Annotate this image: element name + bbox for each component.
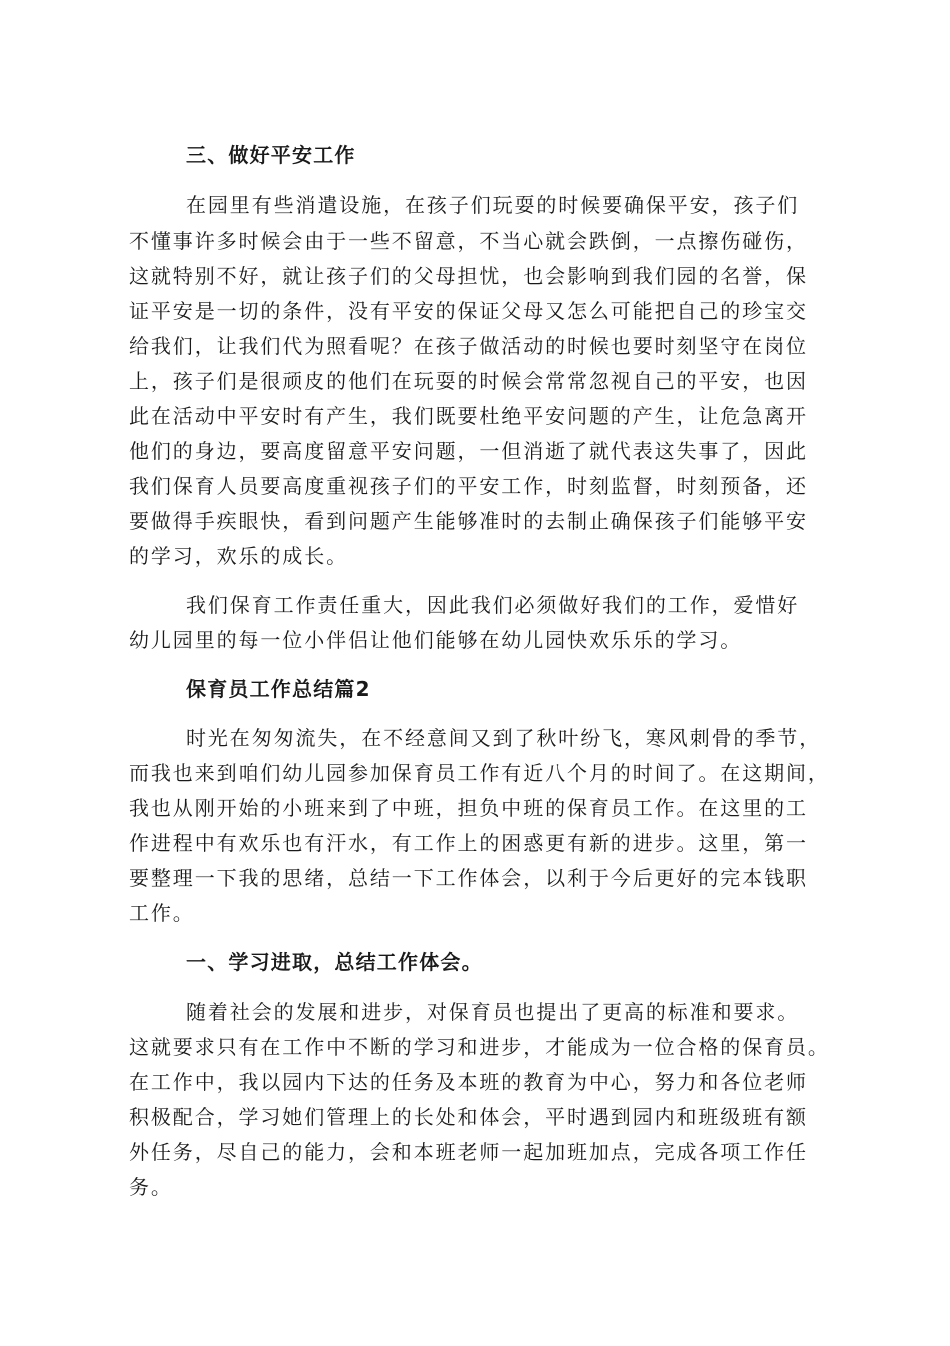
paragraph-line: 在园里有些消遣设施，在孩子们玩耍的时候要确保平安，孩子们	[186, 193, 800, 217]
paragraph-line: 而我也来到咱们幼儿园参加保育员工作有近八个月的时间了。在这期间，	[129, 761, 830, 785]
paragraph-line: 作进程中有欢乐也有汗水，有工作上的困惑更有新的进步。这里，第一	[129, 831, 808, 855]
paragraph-line: 这就特别不好，就让孩子们的父母担忧，也会影响到我们园的名誉，保	[129, 264, 808, 288]
paragraph-line: 要整理一下我的思绪，总结一下工作体会，以利于今后更好的完本钱职	[129, 866, 808, 890]
paragraph-line: 他们的身边，要高度留意平安问题，一但消逝了就代表这失事了，因此	[129, 439, 808, 463]
article-heading-part-2: 保育员工作总结篇2	[186, 677, 371, 701]
paragraph-line: 此在活动中平安时有产生，我们既要杜绝平安问题的产生，让危急离开	[129, 404, 808, 428]
paragraph-line: 上，孩子们是很顽皮的他们在玩耍的时候会常常忽视自己的平安，也因	[129, 369, 808, 393]
section-heading-safety: 三、做好平安工作	[186, 143, 356, 167]
paragraph-line: 不懂事许多时候会由于一些不留意，不当心就会跌倒，一点擦伤碰伤，	[129, 229, 808, 253]
paragraph-line: 我们保育工作责任重大，因此我们必须做好我们的工作，爱惜好	[186, 593, 800, 617]
paragraph-line: 的学习，欢乐的成长。	[129, 544, 348, 568]
paragraph-line: 积极配合，学习她们管理上的长处和体会，平时遇到园内和班级班有额	[129, 1105, 808, 1129]
paragraph-line: 工作。	[129, 901, 195, 925]
paragraph-line: 给我们，让我们代为照看呢？在孩子做活动的时候也要时刻坚守在岗位	[129, 334, 808, 358]
paragraph-line: 时光在匆匆流失，在不经意间又到了秋叶纷飞，寒风刺骨的季节，	[186, 726, 822, 750]
paragraph-line: 外任务，尽自己的能力，会和本班老师一起加班加点，完成各项工作任	[129, 1140, 808, 1164]
paragraph-line: 这就要求只有在工作中不断的学习和进步，才能成为一位合格的保育员。	[129, 1035, 830, 1059]
section-heading-learning: 一、学习进取，总结工作体会。	[186, 950, 483, 974]
paragraph-line: 我们保育人员要高度重视孩子们的平安工作，时刻监督，时刻预备，还	[129, 474, 808, 498]
paragraph-line: 幼儿园里的每一位小伴侣让他们能够在幼儿园快欢乐乐的学习。	[129, 628, 743, 652]
paragraph-line: 在工作中，我以园内下达的任务及本班的教育为中心，努力和各位老师	[129, 1070, 808, 1094]
paragraph-line: 证平安是一切的条件，没有平安的保证父母又怎么可能把自己的珍宝交	[129, 299, 808, 323]
paragraph-line: 务。	[129, 1175, 173, 1199]
paragraph-line: 我也从刚开始的小班来到了中班，担负中班的保育员工作。在这里的工	[129, 796, 808, 820]
paragraph-line: 随着社会的发展和进步，对保育员也提出了更高的标准和要求。	[186, 1000, 800, 1024]
paragraph-line: 要做得手疾眼快，看到问题产生能够准时的去制止确保孩子们能够平安	[129, 509, 808, 533]
